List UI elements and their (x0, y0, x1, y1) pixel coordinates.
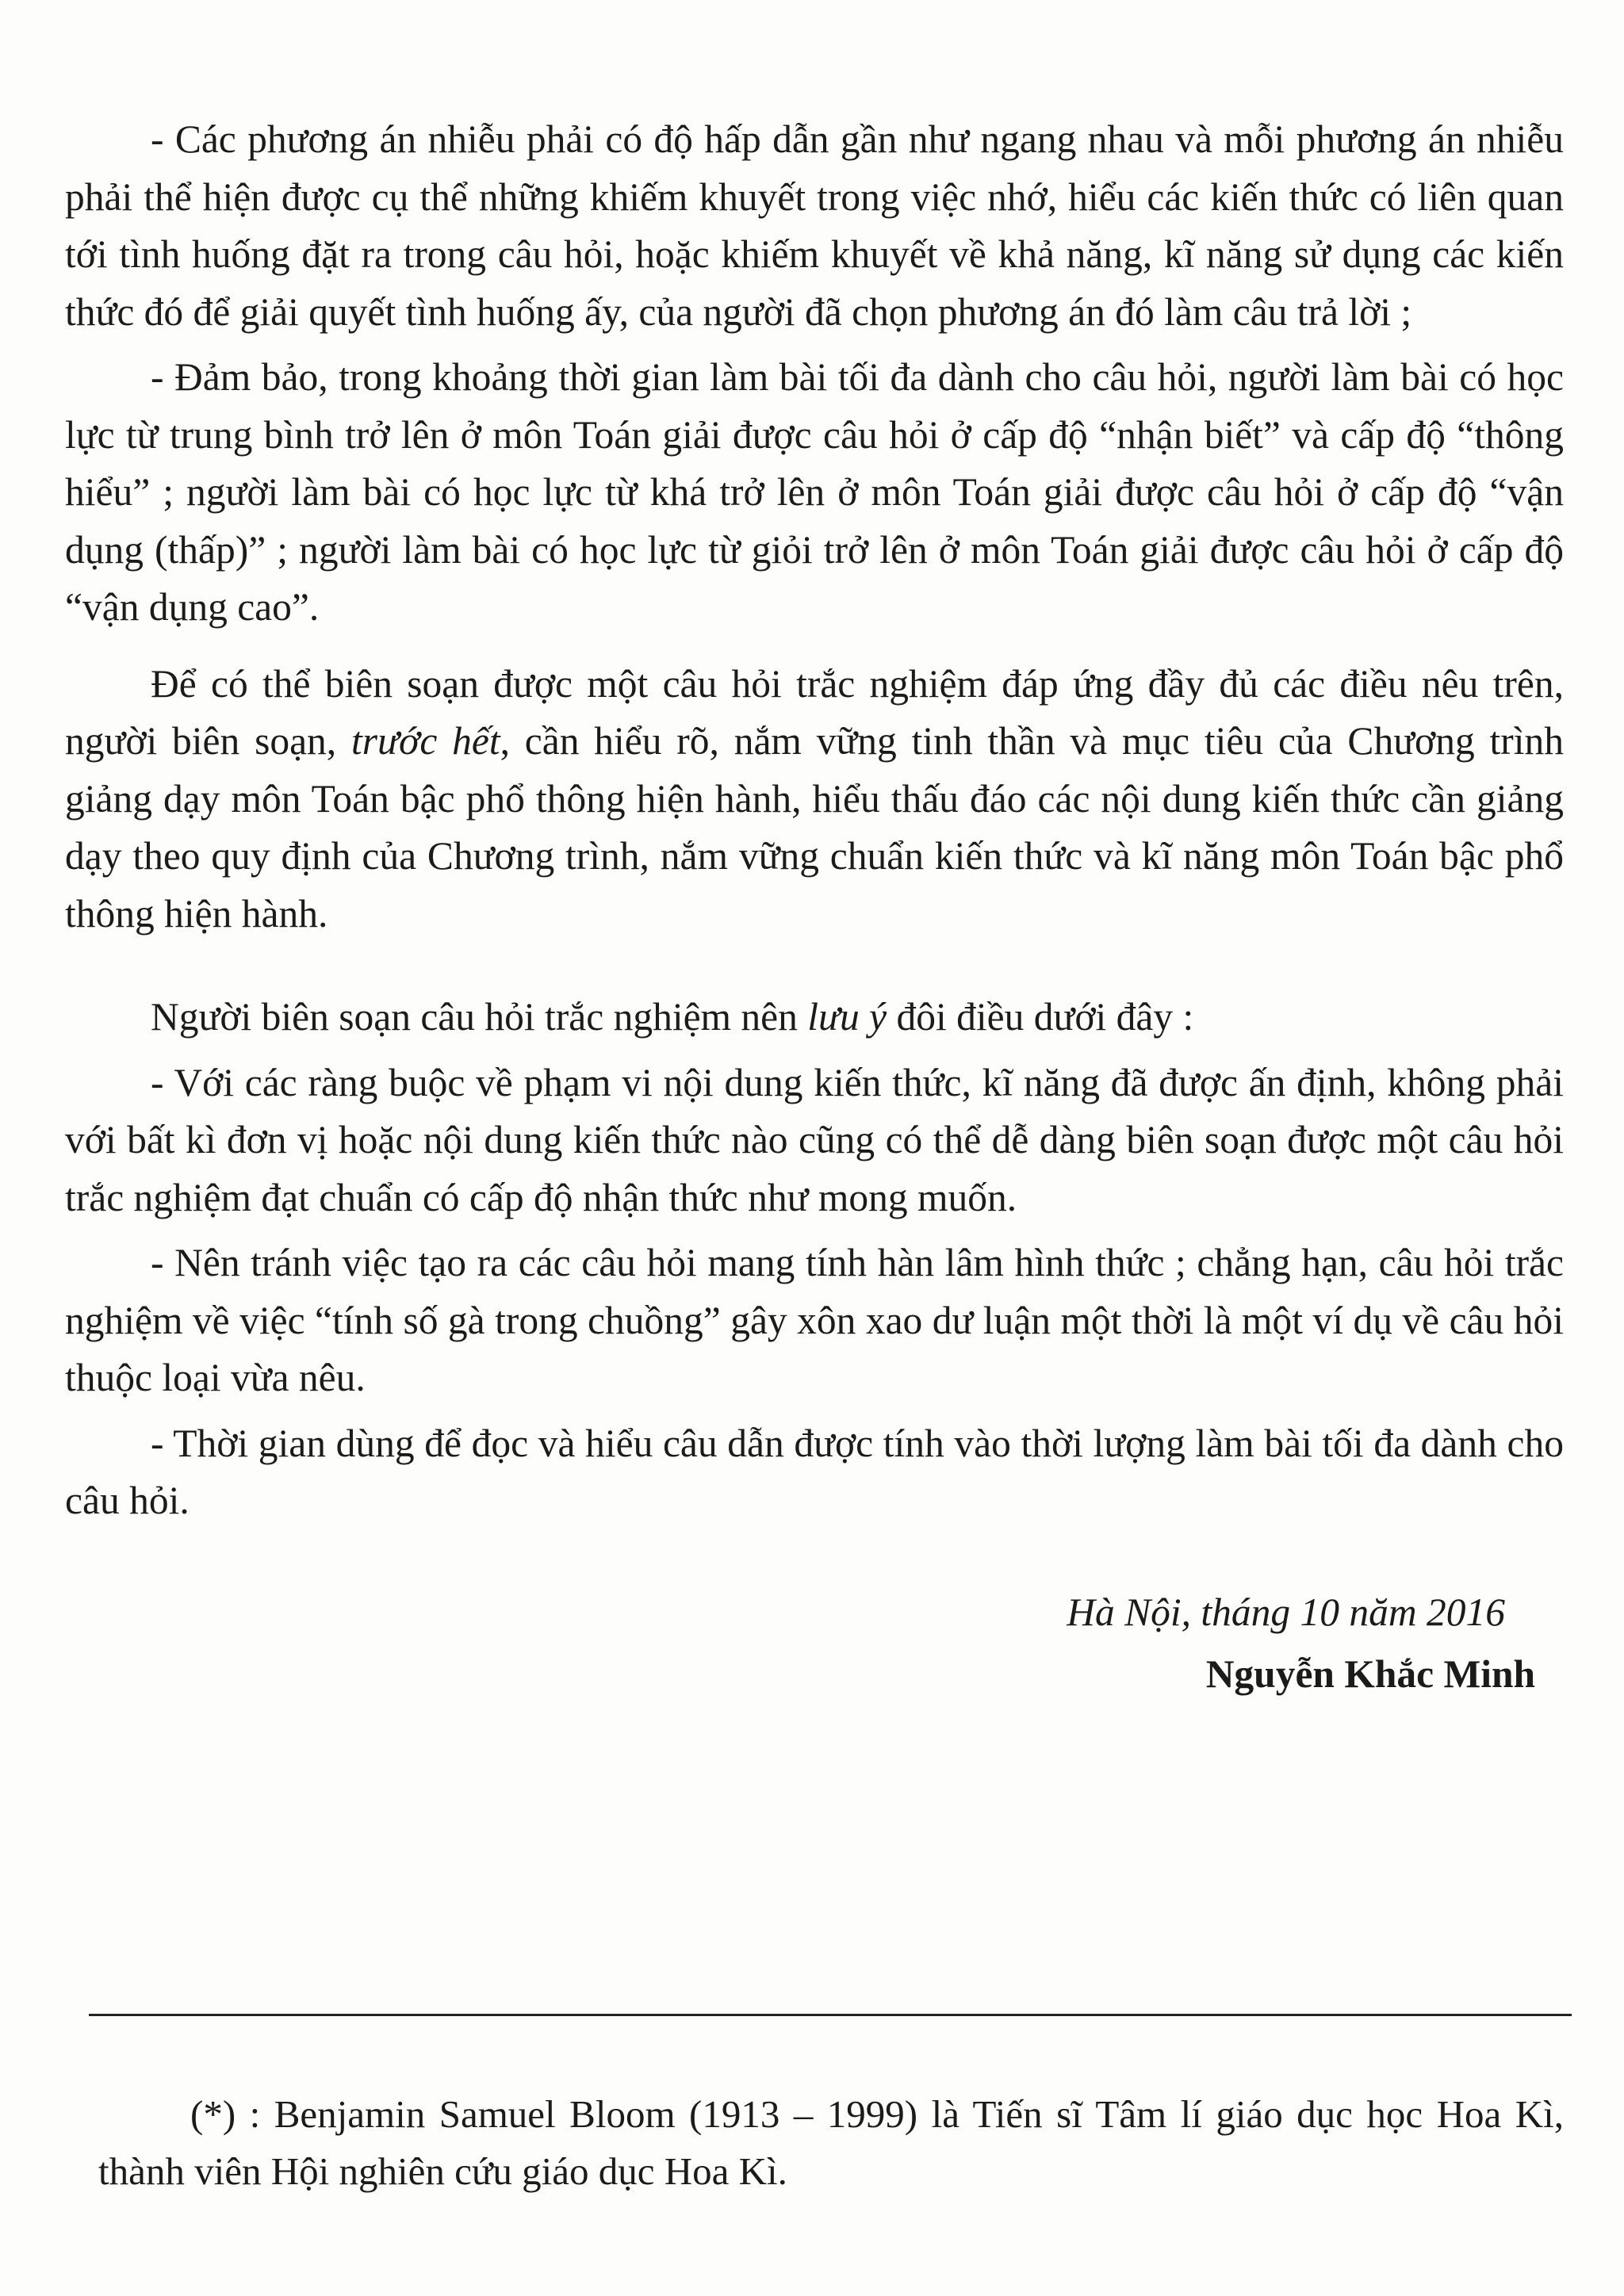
emphasis-text: trước hết (350, 719, 500, 763)
paragraph-distractor-options: - Các phương án nhiễu phải có độ hấp dẫn gần như ngang nhau và mỗi phương án nhiễu phải thể hiện được cụ thể những khiếm khuyết trong việc nhớ, hiểu các kiến thức có liên quan tới tình huống đặt ra trong câu hỏi, hoặc khiếm khuyết về khả năng, kĩ năng sử dụng các kiến thức đó để giải quyết tình huống ấy, của người đã chọn phương án đó làm câu trả lời ; (65, 117, 1564, 334)
paragraph-author-requirements (65, 656, 1564, 943)
paragraph-text-end: , cần hiểu rõ, nắm vững tinh thần và mục tiêu của Chương trình giảng dạy môn Toán bậc phổ thông hiện hành, hiểu thấu đáo các nội dung kiến thức cần giảng dạy theo quy định của Chương trình, nắm vững chuẩn kiến thức và kĩ năng môn Toán bậc phổ thông hiện hành. (65, 719, 1564, 936)
emphasis-text: lưu ý (807, 995, 887, 1039)
paragraph-note-constraints: - Với các ràng buộc về phạm vi nội dung kiến thức, kĩ năng đã được ấn định, không phải với bất kì đơn vị hoặc nội dung kiến thức nào cũng có thể dễ dàng biên soạn được một câu hỏi trắc nghiệm đạt chuẩn có cấp độ nhận thức như mong muốn. (65, 1060, 1564, 1219)
paragraph-notes-intro (65, 989, 1564, 1047)
paragraph-text-end: đôi điều dưới đây : (887, 995, 1194, 1039)
footnote: (*) : Benjamin Samuel Bloom (1913 – 1999) là Tiến sĩ Tâm lí giáo dục học Hoa Kì, thành viên Hội nghiên cứu giáo dục Hoa Kì. (98, 2092, 1564, 2193)
signature-author: Nguyễn Khắc Minh (1205, 1651, 1535, 1696)
page-body (65, 111, 1564, 1703)
signature-place-date: Hà Nội, tháng 10 năm 2016 (1067, 1590, 1505, 1634)
paragraph-text-start: Người biên soạn câu hỏi trắc nghiệm nên (151, 995, 808, 1039)
paragraph-note-avoid-academic: - Nên tránh việc tạo ra các câu hỏi mang tính hàn lâm hình thức ; chẳng hạn, câu hỏi trắc nghiệm về việc “tính số gà trong chuồng” gây xôn xao dư luận một thời là một ví dụ về câu hỏi thuộc loại vừa nêu. (65, 1241, 1564, 1399)
paragraph-note-reading-time: - Thời gian dùng để đọc và hiểu câu dẫn được tính vào thời lượng làm bài tối đa dành cho câu hỏi. (65, 1421, 1564, 1522)
paragraph-time-guarantee: - Đảm bảo, trong khoảng thời gian làm bài tối đa dành cho câu hỏi, người làm bài có học lực từ trung bình trở lên ở môn Toán giải được câu hỏi ở cấp độ “nhận biết” và cấp độ “thông hiểu” ; người làm bài có học lực từ khá trở lên ở môn Toán giải được câu hỏi ở cấp độ “vận dụng (thấp)” ; người làm bài có học lực từ giỏi trở lên ở môn Toán giải được câu hỏi ở cấp độ “vận dụng cao”. (65, 355, 1564, 629)
footnote-divider (89, 2014, 1572, 2016)
paragraph-text-start: Để có thể biên soạn được một câu hỏi trắc nghiệm đáp ứng đầy đủ các điều nêu trên, người biên soạn, (65, 661, 1564, 763)
